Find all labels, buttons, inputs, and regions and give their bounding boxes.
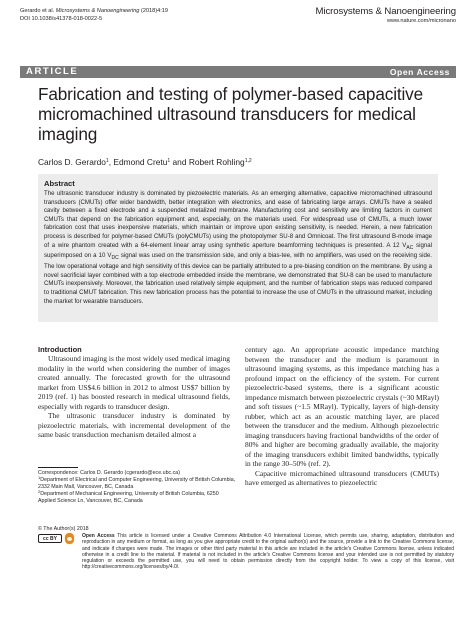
introduction-heading: Introduction: [38, 345, 82, 354]
affiliation-text: Department of Mechanical Engineering, University of British Columbia, 6250 Applied Science Ln, Vancouver, BC, Canada: [38, 491, 219, 504]
correspondence-text: ): [178, 470, 180, 476]
journal-masthead: [316, 6, 456, 25]
affiliation-marker: 1: [38, 475, 41, 480]
citation-journal: Microsystems & Nanoengineering: [55, 8, 140, 14]
journal-url[interactable]: www.nature.com/micronano: [386, 18, 456, 24]
article-title: Fabrication and testing of polymer-based capacitive micromachined ultrasound transducers for medical imaging: [38, 84, 424, 144]
license-body: This article is licensed under a Creative Commons Attribution 4.0 International License, which permits use, sharing, adaptation, distribution and reproduction in any medium or format, as long as you give appropriate credit to the original author(s) and the source, provide a link to the Creative Commons license, and indicate if changes were made. The images or other third party material in this article are included in the article's Creative Commons license, unless indicated otherwise in a credit line to the material. If material is not included in the article's Creative Commons license and your intended use is not permitted by statutory regulation or exceeds the permitted use, you will need to obtain permission directly from the copyright holder. To view a copy of this license, visit: [82, 533, 454, 565]
affiliation-text: Department of Electrical and Computer Engineering, University of British Columbia, 2332 Main Mall, Vancouver, BC, Canada: [38, 477, 236, 490]
citation-volume: (2018)4:19: [140, 8, 169, 14]
affiliation-marker: 1: [105, 158, 109, 164]
citation-line: [20, 7, 168, 15]
abstract-text-part: signal was used on the transmission side, and only a bias-tee, with no amplifiers, was used on the receiving side. The low operational voltage and high sensitivity of this device can be partially attributed to a pre-biasing condition on the membrane. By using a novel sacrificial layer combined with a top electrode embedded inside the membrane, we demonstrated that SU-8 can be used to manufacture CMUTs inexpensively. Moreover, the fabrication used relatively simple equipment, and the number of fabrication steps was reduced compared to traditional CMUT fabrication. This new fabrication process has the potential to increase the use of CMUTs in the ultrasound market, including the market for wearable transducers.: [44, 252, 432, 305]
right-column: [245, 345, 439, 488]
paragraph-text: century ago. An appropriate acoustic impedance matching between the transducer and the medium is paramount in ultrasound imaging systems, as this impedance matching has a profound impact on the efficiency of the system. For current piezoelectric-based systems, there is a significant acoustic impedance mismatch between piezoelectric crystals (~30 MRayl) and soft tissues (~1.5 MRayl). Typically, layers of high-density rubber, which act as an acoustic matching layer, are placed between the transducer and the medium. Although piezoelectric imaging transducers having fractional bandwidths of the order of 80% and higher are becoming gradually available, the majority of the imaging transducers exhibit limited bandwidths, typically in the range 30–50% (ref.: [245, 345, 439, 468]
abstract-heading: Abstract: [44, 179, 75, 188]
intro-paragraph-1: [38, 354, 230, 411]
author-separator: and: [170, 157, 189, 167]
open-access-label: Open Access: [389, 67, 450, 77]
intro-paragraph-2: The ultrasonic transducer industry is dominated by piezoelectric materials, with incremental development of the same basic transduction mechanism detailed almost a: [38, 411, 230, 439]
open-access-lock-icon: [65, 533, 74, 544]
author-separator: ,: [108, 157, 114, 167]
doi[interactable]: DOI 10.1038/s41378-018-0022-5: [20, 16, 103, 22]
reference-link[interactable]: 1: [70, 392, 74, 401]
affiliation-marker: 1,2: [244, 158, 252, 164]
license-url-link[interactable]: http://creativecommons.org/licenses/by/4.0/: [82, 564, 179, 571]
subscript-ac: AC: [406, 244, 414, 251]
correspondence: [38, 470, 236, 477]
affiliation-2: [38, 491, 236, 505]
citation-authors: Gerardo et al.: [20, 8, 55, 14]
article-type-label: ARTICLE: [26, 66, 79, 77]
affiliation-1: [38, 477, 236, 491]
citation-header: [20, 7, 168, 23]
affiliation-marker: 2: [38, 489, 41, 494]
correspondence-email-link[interactable]: cgerardo@ece.ubc.ca: [126, 470, 179, 476]
article-type-band: [20, 66, 456, 78]
author-name[interactable]: Carlos D. Gerardo: [38, 157, 106, 167]
open-access-bold-label: Open Access: [82, 533, 115, 539]
paragraph-text: ) has boosted research in medical ultrasound fields, especially with regards to transducer design.: [38, 392, 230, 411]
left-column: [38, 345, 230, 440]
right-paragraph-1: [245, 345, 439, 469]
paragraph-text: ).: [326, 459, 331, 468]
license-text: [82, 533, 454, 571]
creative-commons-badge-icon[interactable]: cc BY: [38, 534, 62, 543]
footnotes: [38, 470, 236, 505]
abstract-text: [44, 190, 432, 306]
abstract-box: [38, 174, 438, 322]
reference-link[interactable]: 2: [322, 459, 327, 468]
author-list: [38, 157, 252, 167]
author-name[interactable]: Edmond Cretu: [113, 157, 168, 167]
author-name[interactable]: Robert Rohling: [188, 157, 245, 167]
abstract-text-part: The ultrasonic transducer industry is dominated by piezoelectric materials. As an emerging alternative, capacitive micromachined ultrasound transducers (CMUTs) offer wider bandwidth, better integration with electronics, and ease of fabricating large arrays. CMUTs have a sealed cavity between a fixed electrode and a suspended metalized membrane. Manufacturing cost and sensitivity are limiting factors in current CMUTs that depend on the fabrication equipment and, especially, on the materials used. For widespread use of CMUTs, a much lower fabrication cost that uses inexpensive materials, which maintain or improve upon existing sensitivity, is needed. Herein, a new fabrication process is described for polymer-based CMUTs (polyCMUTs) using the photopolymer SU-8 and Omnicoat. The first ultrasound B-mode image of a wire phantom created with a 64-element linear array using synthetic aperture beamforming techniques is presented. A 12 V: [44, 190, 432, 249]
footnote-divider: [38, 467, 78, 468]
abstract-text-part: signal superimposed on a 10 V: [44, 241, 432, 260]
affiliation-marker: 1: [167, 158, 171, 164]
copyright-line: © The Author(s) 2018: [38, 526, 89, 532]
subscript-dc: DC: [111, 255, 119, 262]
journal-name: Microsystems & Nanoengineering: [315, 6, 456, 17]
paragraph-text: Ultrasound imaging is the most widely used medical imaging modality in the world when considering the number of images created annually. The forecasted growth for the ultrasound market from US$4.6 billion in 2012 to almost US$7 billion by 2019 (ref.: [38, 354, 230, 401]
correspondence-text: Correspondence: Carlos D. Gerardo (: [38, 470, 127, 476]
right-paragraph-2: Capacitive micromachined ultrasound transducers (CMUTs) have emerged as alternatives to piezoelectric: [245, 468, 439, 487]
license-end: .: [178, 564, 180, 571]
